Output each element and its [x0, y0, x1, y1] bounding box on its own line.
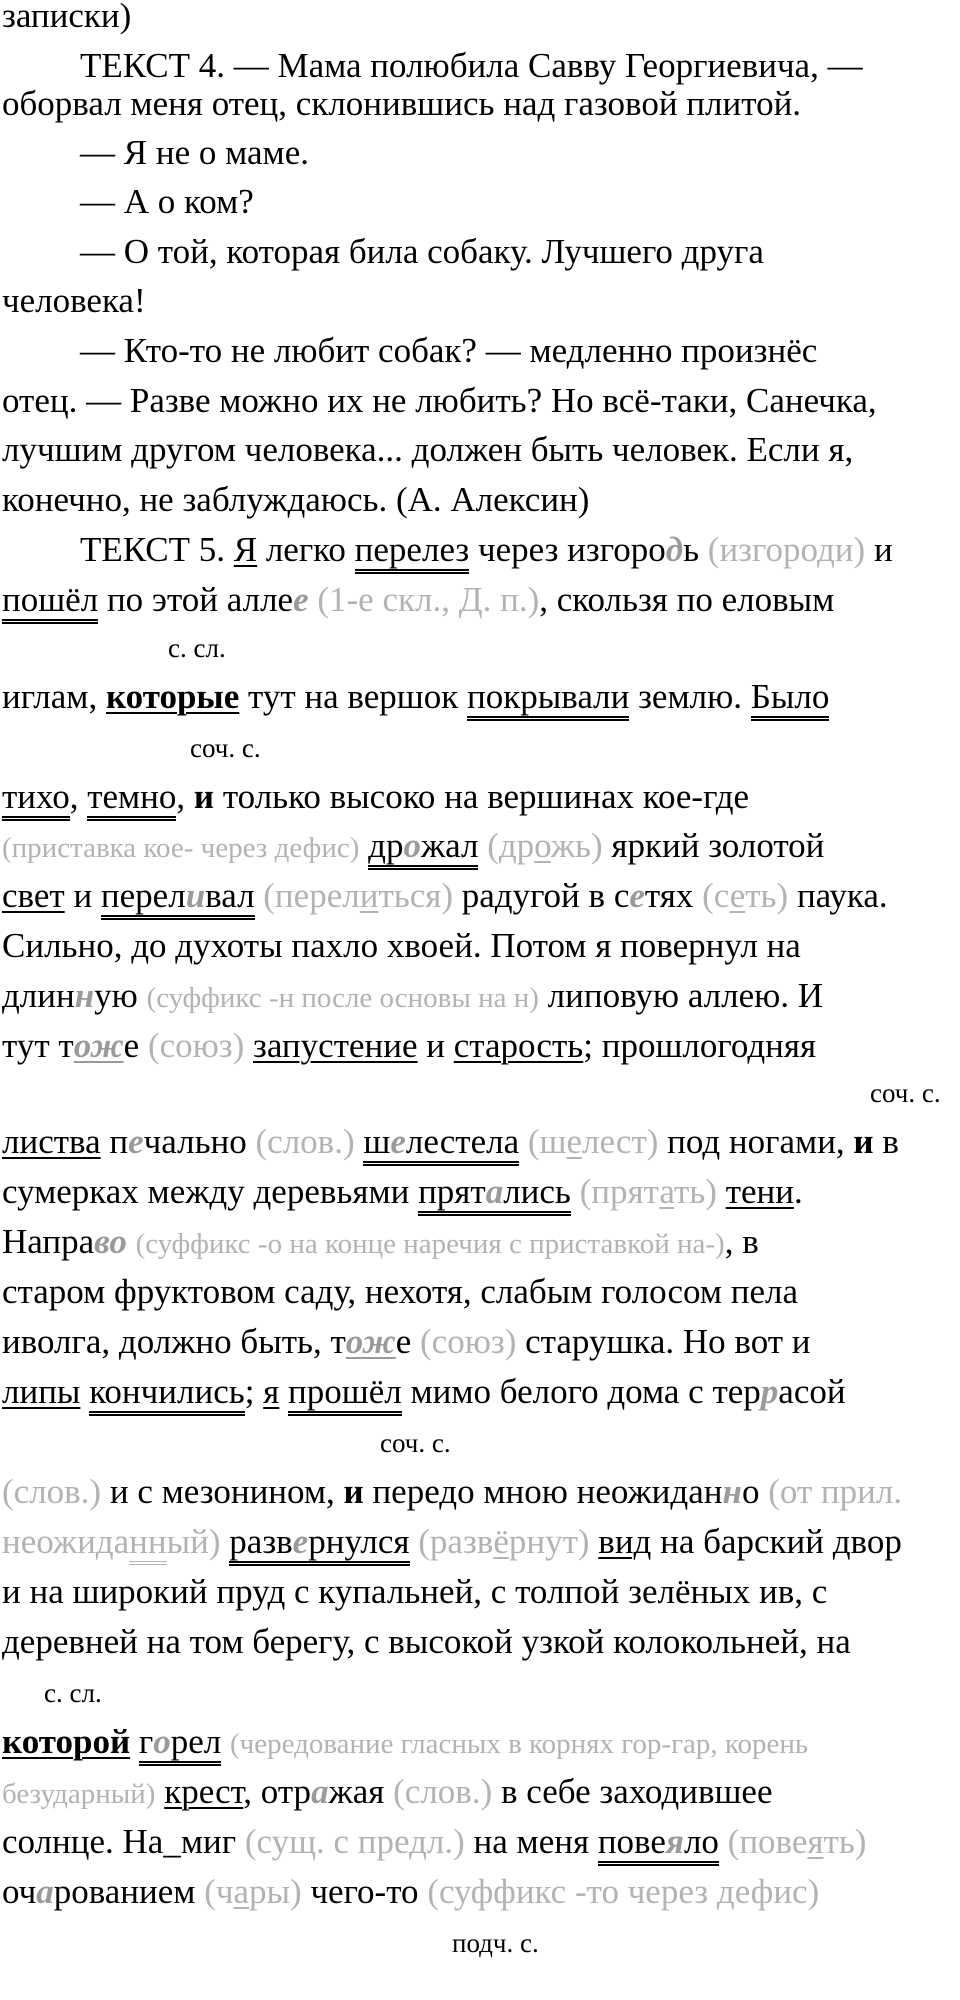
text-fragment: темно: [87, 777, 176, 821]
text-fragment: [127, 1222, 136, 1261]
text-fragment: ; прошлогодняя: [583, 1026, 817, 1065]
text-fragment: жал: [421, 826, 479, 870]
text-fragment: [255, 876, 264, 915]
text-fragment: в себе заходившее: [492, 1772, 773, 1811]
text-fragment: вал: [205, 876, 254, 920]
text-fragment: е: [293, 580, 309, 619]
text-line: [2, 926, 801, 966]
text-fragment: (слов.): [393, 1772, 493, 1811]
text-fragment: (изгоро: [707, 530, 817, 569]
text-fragment: оч: [2, 1872, 37, 1911]
text-fragment: (суффикс -н после основы на н): [146, 982, 539, 1014]
text-fragment: и с мезонином,: [101, 1472, 344, 1511]
text-fragment: безударный): [2, 1778, 156, 1810]
text-fragment: ть): [745, 876, 789, 915]
text-line: [80, 182, 254, 222]
text-fragment: д: [665, 530, 684, 569]
text-fragment: [478, 826, 487, 865]
text-fragment: и: [359, 876, 379, 915]
text-fragment: ,: [176, 777, 194, 816]
text-fragment: длин: [2, 976, 75, 1015]
text-fragment: о: [109, 1222, 127, 1261]
text-fragment: на меня: [464, 1822, 598, 1861]
text-fragment: на барский двор: [651, 1522, 902, 1561]
text-fragment: (союз): [147, 1026, 245, 1065]
text-fragment: деревней на том берегу, с высокой узкой колокольней, на: [2, 1622, 851, 1661]
text-fragment: яркий золотой: [602, 826, 825, 865]
text-fragment: ую: [94, 976, 147, 1015]
text-fragment: (слов.): [2, 1472, 102, 1511]
text-fragment: и: [193, 777, 215, 816]
text-fragment: я: [807, 1822, 824, 1861]
text-fragment: и: [853, 1122, 874, 1161]
text-fragment: тут на вершок: [239, 677, 467, 716]
text-fragment: тени: [725, 1172, 794, 1211]
text-fragment: [221, 1522, 230, 1561]
text-fragment: .: [793, 1172, 803, 1211]
text-line: [2, 1122, 899, 1162]
text-line: [2, 826, 824, 868]
text-line: [2, 84, 801, 124]
text-fragment: старом фруктовом саду, нехотя, слабым голосом пела: [2, 1272, 799, 1311]
text-fragment: лучшим другом человека... должен быть человек. Если я,: [2, 430, 854, 469]
text-fragment: (др: [487, 826, 535, 865]
text-fragment: е: [729, 876, 746, 915]
text-fragment: а: [36, 1872, 54, 1911]
text-fragment: (разв: [418, 1522, 494, 1561]
text-fragment: и: [186, 876, 205, 920]
text-line: [2, 1172, 803, 1212]
text-fragment: записки): [2, 0, 132, 35]
text-fragment: тут т: [2, 1026, 74, 1065]
text-fragment: свет: [2, 876, 65, 915]
text-fragment: кончились: [89, 1372, 244, 1416]
text-line: [80, 530, 893, 570]
text-fragment: (прят: [579, 1172, 660, 1211]
text-fragment: д: [816, 530, 835, 569]
syntax-annotation: с. сл.: [168, 633, 226, 663]
text-fragment: др: [368, 826, 403, 870]
text-fragment: [155, 1772, 164, 1811]
text-fragment: е: [629, 876, 645, 915]
text-fragment: Напра: [2, 1222, 95, 1261]
text-fragment: ть): [823, 1822, 867, 1861]
text-line: [80, 331, 817, 371]
text-fragment: радугой в с: [452, 876, 630, 915]
text-fragment: [590, 1522, 599, 1561]
text-fragment: иволга, должно быть, т: [2, 1322, 346, 1361]
text-line: [2, 1222, 759, 1264]
text-line: [2, 430, 853, 470]
text-fragment: старушка. Но вот и: [516, 1322, 811, 1361]
text-line: [2, 876, 888, 916]
text-line: [2, 976, 823, 1018]
text-fragment: запустение: [253, 1026, 418, 1065]
text-fragment: [717, 1172, 726, 1211]
text-fragment: е: [293, 1522, 309, 1566]
text-fragment: жь): [550, 826, 603, 865]
text-fragment: ТЕКСТ 4. — Мама полюбила Савву Георгиевича, —: [80, 46, 863, 85]
text-line: [2, 1572, 827, 1612]
text-line: [2, 480, 589, 520]
text-fragment: тихо: [2, 777, 70, 821]
text-line: [2, 0, 131, 36]
text-fragment: а: [311, 1772, 329, 1811]
text-fragment: о: [534, 826, 551, 865]
text-fragment: (приставка кое- через дефис): [2, 832, 360, 864]
text-fragment: е: [390, 1122, 406, 1166]
text-fragment: , в: [724, 1222, 759, 1261]
text-fragment: о: [153, 1722, 171, 1766]
text-fragment: жая: [328, 1772, 394, 1811]
text-fragment: легко: [257, 530, 355, 569]
text-fragment: [410, 1522, 419, 1561]
text-fragment: (с: [702, 876, 730, 915]
text-fragment: сумерках между деревьями: [2, 1172, 419, 1211]
text-fragment: , скользя по еловым: [539, 580, 835, 619]
text-fragment: я: [666, 1822, 684, 1866]
text-fragment: (суффикс -о на конце наречия с приставкой на-): [135, 1228, 725, 1260]
text-fragment: ш: [363, 1122, 390, 1166]
text-fragment: прошёл: [288, 1372, 402, 1416]
text-fragment: п: [100, 1122, 129, 1161]
text-fragment: чально: [143, 1122, 256, 1161]
text-fragment: ь: [683, 530, 708, 569]
text-fragment: — Я не о маме.: [80, 133, 309, 172]
text-fragment: пове: [598, 1822, 666, 1866]
text-fragment: и: [865, 530, 893, 569]
text-fragment: вид: [598, 1522, 652, 1561]
conjunctive-word: которой: [2, 1722, 131, 1761]
text-fragment: (ш: [527, 1122, 567, 1161]
text-fragment: липовую аллею. И: [538, 976, 824, 1015]
text-fragment: ло: [684, 1822, 719, 1866]
text-fragment: человека!: [2, 281, 146, 320]
text-line: [2, 1472, 902, 1512]
syntax-annotation: соч. с.: [380, 1428, 451, 1458]
text-fragment: (от прил.: [768, 1472, 903, 1511]
text-fragment: через изгоро: [469, 530, 666, 569]
text-fragment: Сильно, до духоты пахло хвоей. Потом я повернул на: [2, 926, 801, 965]
text-fragment: прят: [418, 1172, 486, 1216]
text-fragment: рел: [171, 1722, 222, 1766]
text-fragment: а: [233, 1872, 250, 1911]
text-fragment: я: [263, 1372, 280, 1411]
text-fragment: тях: [644, 876, 703, 915]
text-fragment: [130, 1722, 139, 1761]
subject-word: Я: [233, 530, 258, 569]
text-fragment: покрывали: [467, 677, 629, 721]
text-fragment: (перел: [263, 876, 360, 915]
text-fragment: (пове: [727, 1822, 808, 1861]
text-fragment: в: [873, 1122, 899, 1161]
text-fragment: оборвал меня отец, склонившись над газовой плитой.: [2, 84, 802, 123]
text-line: [2, 777, 749, 817]
text-fragment: старость: [453, 1026, 584, 1065]
text-fragment: под ногами,: [658, 1122, 854, 1161]
text-fragment: (союз): [420, 1322, 517, 1361]
text-fragment: [719, 1822, 728, 1861]
text-line: [2, 281, 146, 321]
text-fragment: землю.: [629, 677, 751, 716]
text-fragment: [359, 826, 368, 865]
text-fragment: е: [395, 1322, 421, 1361]
text-line: [2, 1722, 808, 1764]
predicate-word: перелез: [355, 530, 470, 574]
text-fragment: [279, 1372, 288, 1411]
text-fragment: лест): [582, 1122, 659, 1161]
text-line: [2, 381, 877, 421]
text-fragment: н: [74, 976, 95, 1015]
text-fragment: и): [834, 530, 866, 569]
text-line: [80, 133, 309, 173]
text-fragment: , отр: [243, 1772, 312, 1811]
text-fragment: [244, 1026, 253, 1065]
text-fragment: лестела: [406, 1122, 519, 1166]
text-line: [2, 580, 834, 620]
text-fragment: паука.: [788, 876, 888, 915]
text-fragment: неожида: [2, 1522, 130, 1561]
text-fragment: ож: [345, 1322, 396, 1361]
text-fragment: только высоко на вершинах кое-где: [214, 777, 750, 816]
text-fragment: ё: [493, 1522, 509, 1561]
text-fragment: и: [64, 876, 101, 915]
text-line: [2, 677, 829, 717]
text-fragment: рнут): [508, 1522, 590, 1561]
text-line: [2, 1026, 816, 1066]
text-line: [2, 1622, 851, 1662]
syntax-annotation: соч. с.: [870, 1078, 941, 1108]
predicate-word: пошёл: [2, 580, 98, 624]
text-fragment: передо мною неожидан: [363, 1472, 723, 1511]
text-fragment: е: [123, 1026, 148, 1065]
text-fragment: крест: [164, 1772, 244, 1811]
text-fragment: перел: [101, 876, 186, 920]
text-fragment: солнце. На_миг: [2, 1822, 245, 1861]
text-fragment: (чередование гласных в корнях гор-гар, корень: [229, 1728, 809, 1760]
conjunctive-word: которые: [105, 677, 240, 716]
text-fragment: рованием: [53, 1872, 205, 1911]
text-fragment: мимо белого дома с тер: [401, 1372, 761, 1411]
text-fragment: а: [659, 1172, 675, 1211]
text-fragment: лись: [503, 1172, 571, 1216]
text-fragment: г: [139, 1722, 153, 1766]
text-fragment: иглам,: [2, 677, 106, 716]
text-line: [2, 1822, 866, 1862]
text-fragment: в: [94, 1222, 110, 1261]
text-line: [2, 1322, 811, 1362]
text-line: [2, 1522, 902, 1562]
text-fragment: (ч: [204, 1872, 234, 1911]
text-fragment: [80, 1372, 89, 1411]
text-fragment: ться): [378, 876, 453, 915]
text-fragment: и на широкий пруд с купальней, с толпой зелёных ив, с: [2, 1572, 828, 1611]
text-fragment: р: [760, 1372, 779, 1411]
text-fragment: листва: [2, 1122, 101, 1161]
text-fragment: чего-то: [301, 1872, 428, 1911]
text-fragment: о: [741, 1472, 769, 1511]
text-fragment: н: [722, 1472, 742, 1511]
text-fragment: — Кто-то не любит собак? — медленно произнёс: [80, 331, 818, 370]
text-fragment: — О той, которая била собаку. Лучшего друга: [80, 232, 764, 271]
text-fragment: ый): [166, 1522, 221, 1561]
text-fragment: конечно, не заблуждаюсь. (А. Алексин): [2, 480, 590, 519]
text-fragment: (1-е скл., Д. п.): [317, 580, 540, 619]
text-fragment: — А о ком?: [80, 182, 254, 221]
text-line: [80, 232, 764, 272]
syntax-annotation: с. сл.: [44, 1678, 102, 1708]
text-fragment: ть): [674, 1172, 717, 1211]
text-line: [80, 46, 863, 86]
text-fragment: рнулся: [308, 1522, 409, 1566]
text-fragment: е: [128, 1122, 144, 1161]
text-fragment: а: [486, 1172, 504, 1216]
text-fragment: о: [403, 826, 421, 870]
text-fragment: Было: [751, 677, 830, 721]
text-fragment: ры): [249, 1872, 302, 1911]
text-fragment: по этой алле: [98, 580, 294, 619]
syntax-annotation: соч. с.: [190, 733, 261, 763]
text-fragment: и: [343, 1472, 364, 1511]
text-fragment: ТЕКСТ 5.: [80, 530, 234, 569]
text-fragment: е: [566, 1122, 583, 1161]
text-fragment: [221, 1722, 230, 1761]
text-line: [2, 1272, 798, 1312]
text-fragment: (сущ. с предл.): [244, 1822, 465, 1861]
text-line: [2, 1772, 773, 1814]
text-line: [2, 1372, 846, 1412]
text-fragment: нн: [129, 1522, 166, 1565]
text-fragment: [571, 1172, 580, 1211]
text-fragment: (слов.): [255, 1122, 355, 1161]
text-fragment: липы: [2, 1372, 81, 1411]
text-line: [2, 1872, 819, 1912]
text-fragment: асой: [778, 1372, 846, 1411]
text-fragment: и: [417, 1026, 454, 1065]
syntax-annotation: подч. с.: [452, 1928, 539, 1958]
text-fragment: ;: [244, 1372, 264, 1411]
text-fragment: разв: [229, 1522, 292, 1566]
text-fragment: ож: [73, 1026, 124, 1065]
text-fragment: ,: [69, 777, 88, 816]
text-fragment: отец. — Разве можно их не любить? Но всё-таки, Санечка,: [2, 381, 877, 420]
text-fragment: [519, 1122, 528, 1161]
text-fragment: (суффикс -то через дефис): [427, 1872, 820, 1911]
